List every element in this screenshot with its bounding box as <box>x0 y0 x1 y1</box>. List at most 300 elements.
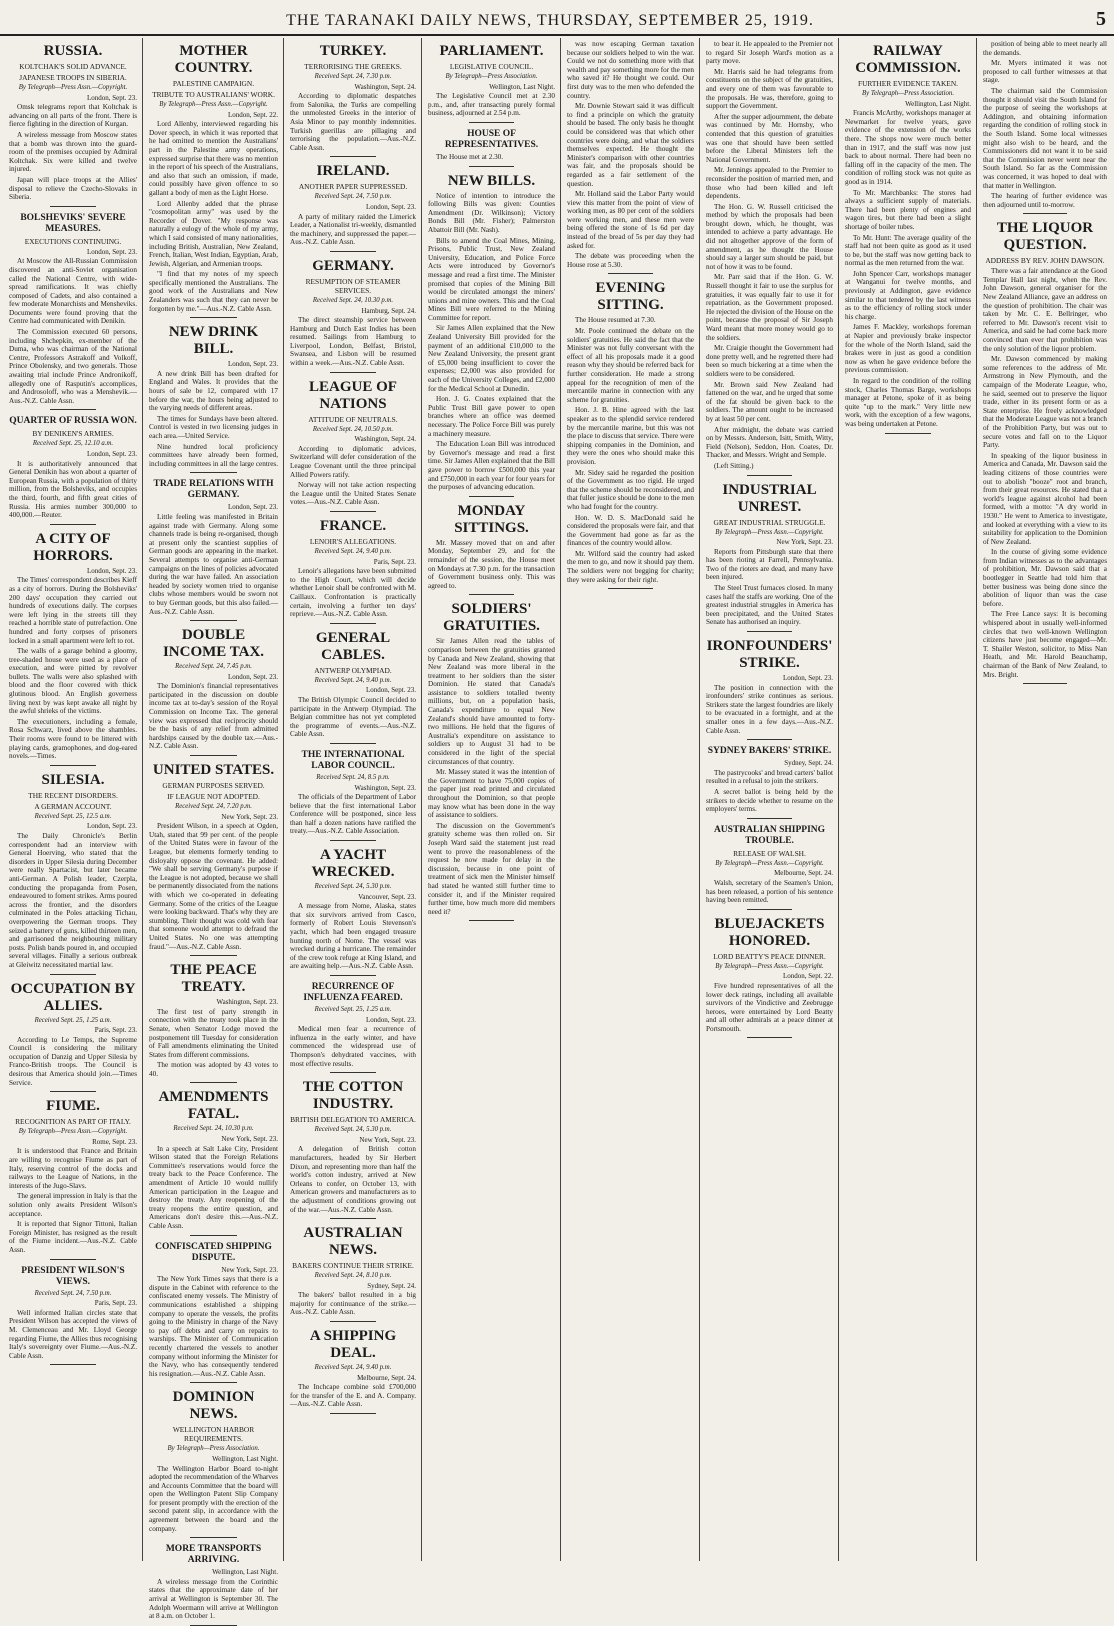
article-dateline: London, Sept. 23. <box>228 360 278 369</box>
article-paragraph: (Left Sitting.) <box>714 461 754 470</box>
article-paragraph: The executioners, including a female, Rosa Schwarz, lived above the shambles. Their rooms were found to be littered with playing cards, gramophones, and dog-eared novels.—Times. <box>9 717 137 761</box>
article-paragraph: "I find that my notes of my speech specifically mentioned the Australians. The good work of the Australians and New Zealanders was such that they can never be forgotten by me."—Aus.-N.Z. Cable Assn. <box>149 270 278 313</box>
article-separator <box>330 840 375 841</box>
article-byline: By Telegraph—Press Association. <box>167 1445 260 1453</box>
article-heading: CONFISCATED SHIPPING DISPUTE. <box>155 1241 272 1263</box>
article-heading: FIUME. <box>46 1098 100 1115</box>
article-subheading: THE RECENT DISORDERS. <box>28 790 118 800</box>
article <box>9 43 137 207</box>
article-paragraph: After midnight, the debate was carried on by Messrs. Anderson, Isitt, Smith, Witty, Field (Nelson), Seddon, Hon. Coates, Dr. Thacker, and Messrs. Wright and Semple. <box>706 425 833 460</box>
article <box>845 43 971 434</box>
article-paragraph: Reports from Pittsburgh state that there has been rioting at Farrell, Pennsylvania. Two of the rioters are dead, and many have been injured. <box>706 547 833 582</box>
article-subheading: JAPANESE TROOPS IN SIBERIA. <box>19 73 127 82</box>
article-paragraph: A wireless message from Moscow states that a bomb was thrown into the guard-room of the premises occupied by Admiral Koltchak. Six were killed and twelve injured. <box>9 130 137 174</box>
article-dateline: Washington, Sept. 23. <box>216 998 278 1007</box>
column-6 <box>701 40 838 1559</box>
article-heading: BOLSHEVIKS' SEVERE MEASURES. <box>20 212 126 234</box>
article-paragraph: The chairman said the Commission thought it should visit the South Island for the purpose of seeing the workshops at Addington, and obtaining information regarding the condition of rolling stock in the South Island. Some local witnesses might also wish to be heard, and the Commissioners did not want it to be said that the Commission never went near the South Island. So far as the Commission was concerned, it was hoped to deal with that matter in Wellington. <box>983 86 1107 190</box>
article-paragraph: The Free Lance says: It is becoming whispered about in usually well-informed circles that two well-known Wellington citizens have just become engaged—Mr. T. Shailer Weston, solicitor, to Miss Nan Heath, and Mr. Harold Beauchamp, chairman of the Bank of New Zealand, to Mrs. Bright. <box>983 610 1107 679</box>
article-byline: By Telegraph—Press Association. <box>445 73 538 80</box>
article-separator <box>1023 683 1068 684</box>
article-byline: Received Sept. 24, 9.40 p.m. <box>314 548 392 555</box>
article-dateline: London, Sept. 23. <box>228 672 278 681</box>
article-paragraph: to bear it. He appealed to the Premier not to regard Sir Joseph Ward's motion as a party move. <box>706 40 833 66</box>
article <box>567 40 694 274</box>
article-separator <box>747 909 793 910</box>
article <box>149 627 278 756</box>
article-paragraph: The Hon. G. W. Russell criticised the method by which the proposals had been brought down, which, he thought, was intended to achieve a party advantage. He did not altogether approve of the form of amendment, as he thought the House should say a larger sum should be paid, but not of how it was to be found. <box>706 202 833 271</box>
article-heading: MONDAY SITTINGS. <box>454 502 529 536</box>
article-paragraph: The Commission executed 60 persons, including Shchepkin, ex-member of the Duma, who was chairman of the National Centre, Professors Astrakoff and Volkoff, Prince Obolensky, and two generals. Those awaiting trial include Prince Andronikoff, allegedly one of Rasputin's accomplices, and Androsoloff, who was a Menshevik.—Aus.-N.Z. Cable Assn. <box>9 328 137 405</box>
article-heading: UNITED STATES. <box>152 762 275 779</box>
article-subheading: FURTHER EVIDENCE TAKEN. <box>857 79 959 88</box>
article-paragraph: At Moscow the All-Russian Commission discovered an anti-Soviet organisation called the National Centre, with wide-spread ramifications. It was chiefly composed of Cadets, and also contained a few moderate Monarchists and Mensheviks. Documents were found proving that the Centre had communicated with Denikin. <box>9 257 137 326</box>
article-paragraph: Mr. Dawson commenced by making some references to the address of Mr. Armstrong in New Plymouth, and the campaign of the Moderate League, who, he said, seemed out to preserve the liquor trade, either in its present form or as a State enterprise. He freely acknowledged that the Moderate League was not a branch of the Prohibition Party, but was out to secure votes and fall on to the Liquor Party. <box>983 355 1107 450</box>
article-subheading: KOLTCHAK'S SOLID ADVANCE. <box>19 62 127 71</box>
article-dateline: London, Sept. 23. <box>87 450 137 458</box>
article-subheading: BAKERS CONTINUE THEIR STRIKE. <box>292 1261 414 1271</box>
article-paragraph: John Spencer Carr, workshops manager at Wanganui for twelve months, and previously at Addington, gave evidence similar to that tendered by the last witness as to the efficiency of rolling stock under his charge. <box>845 269 971 321</box>
article <box>428 601 555 921</box>
article-separator <box>190 472 236 473</box>
article-paragraph: was now escaping German taxation because our soldiers helped to win the war. Could we not do something more with that wealth and pay something more for the men who saved it? He thought we could. Our first duty was to the men who defended the country. <box>567 40 694 100</box>
article-separator <box>330 975 375 976</box>
article-byline: Received Sept. 24, 7.20 p.m. <box>175 803 252 811</box>
article-heading: PARLIAMENT. <box>439 43 544 59</box>
article-subheading: WELLINGTON HARBOR REQUIREMENTS. <box>172 1425 255 1444</box>
article-subheading: BRITISH DELEGATION TO AMERICA. <box>290 1115 416 1125</box>
article-dateline: Sydney, Sept. 24. <box>784 759 833 768</box>
article <box>290 630 416 744</box>
column-4 <box>423 40 560 1559</box>
article-heading: A CITY OF HORRORS. <box>33 530 113 564</box>
article-paragraph: The discussion on the Government's gratuity scheme was then rolled on. Sir Joseph Ward said the statement just read went to prove the reasonableness of the request he now made for delay in the discussion, because in one point of treatment of sick men the Minister himself had stated he wanted still further time to consider it, and if the Minister required further time, how much more did members need it? <box>428 821 555 916</box>
column-1 <box>4 40 142 1559</box>
article-dateline: London, Sept. 23. <box>87 566 137 575</box>
article-heading: MOTHER COUNTRY. <box>174 43 253 76</box>
column-rule <box>560 38 561 1561</box>
article-paragraph: Notice of intention to introduce the following Bills was given: Counties Amendment (Dr. Wilkinson); Victory Bonds Bill (Mr. Fisher); Palmerston Abattoir Bill (Mr. Nash). <box>428 191 555 234</box>
article-byline: Received Sept. 24, 5.30 p.m. <box>314 883 392 891</box>
article-paragraph: It is authoritatively announced that General Denikin has won about a quarter of European Russia, with a population of thirty million, from the Bolsheviks, and occupies the third, fourth, and fifth great cities of Russia. His armies number 300,000 to 400,000.—Reuter. <box>9 459 137 520</box>
article-heading: BLUEJACKETS HONORED. <box>714 915 825 949</box>
article-paragraph: Mr. Harris said he had telegrams from constituents on the subject of the gratuities, and every one of them was favourable to the proposals. He was, therefore, going to support the Government. <box>706 67 833 111</box>
article-byline: Received Sept. 24, 10.50 p.m. <box>312 425 394 433</box>
column-7 <box>840 40 976 1559</box>
article-heading: TURKEY. <box>319 43 387 59</box>
article-heading: RUSSIA. <box>43 43 103 59</box>
article-paragraph: Hon. W. D. S. MacDonald said he considered the proposals were fair, and that the Government had gone as far as the finances of the country would allow. <box>567 513 694 548</box>
article-separator <box>330 372 375 373</box>
article-separator <box>50 206 96 207</box>
column-3 <box>285 40 421 1559</box>
article <box>706 638 833 740</box>
article <box>290 1328 416 1414</box>
article-heading: GENERAL CABLES. <box>315 629 391 663</box>
article-paragraph: Walsh, secretary of the Seamen's Union, has been released, a portion of his sentence having been remitted. <box>706 878 833 905</box>
article-paragraph: Lord Allenby, interviewed regarding his Dover speech, in which it was reported that he had omitted to mention the Australians' part in the Palestine army operations, expressed surprise that there was no mention in the report of his speech of the Australians, and also that such an omission, if made, could possibly have given offence to so gallant a body of men as the Light Horse. <box>149 120 278 197</box>
article-paragraph: A message from Nome, Alaska, states that six survivors arrived from Casco, formerly of Robert Louis Stevenson's yacht, which had been engaged treasure hunting north of Nome. The vessel was wrecked during a hurricane. The remainder of the crew took refuge at King Island, and are awaiting help.—Aus.-N.Z. Cable Assn. <box>290 902 416 971</box>
article-paragraph: The Inchcape combine sold £700,000 for the transfer of the E. and A. Company.—Aus.-N.Z. Cable Assn. <box>290 1383 416 1409</box>
article-subheading: ATTITUDE OF NEUTRALS. <box>308 414 398 424</box>
article-byline: Received Sept. 24, 10.30 p.m. <box>173 1125 254 1133</box>
article-byline: By Telegraph—Press Assn.—Copyright. <box>715 528 824 536</box>
article <box>428 173 555 497</box>
article <box>149 962 278 1083</box>
article-dateline: Paris, Sept. 23. <box>94 1026 137 1035</box>
article-subheading: TRIBUTE TO AUSTRALIANS' WORK. <box>152 90 275 99</box>
article-paragraph: Mr. Craigie thought the Government had done pretty well, and he regretted there had been so much bickering at a time when the soldiers were to be considered. <box>706 344 833 378</box>
article-heading: A SHIPPING DEAL. <box>309 1328 397 1362</box>
article-separator <box>190 620 236 621</box>
article <box>290 1225 416 1322</box>
article-paragraph: Hon. J. B. Hine agreed with the last speaker as to the splendid service rendered by the mercantile marine, but this was not the place to discuss that service. There were shipping companies in the Dominion, and they were the ones who should make this provision. <box>567 406 694 466</box>
article <box>149 1089 278 1235</box>
article-byline: Received Sept. 24, 7.30 p.m. <box>314 73 392 80</box>
article-separator <box>330 743 375 744</box>
article-heading: AUSTRALIAN SHIPPING TROUBLE. <box>713 824 826 846</box>
article-subheading: GERMAN PURPOSES SERVED. <box>162 781 265 791</box>
article-subheading: ANTWERP OLYMPIAD. <box>314 665 392 675</box>
article-separator <box>190 755 236 756</box>
article-dateline: Sydney, Sept. 24. <box>367 1281 416 1290</box>
article-paragraph: The Legislative Council met at 2.30 p.m., and, after transacting purely formal business, adjourned at 2.54 p.m. <box>428 92 555 118</box>
article-byline: Received Sept. 24, 7.50 p.m. <box>34 1289 112 1297</box>
article <box>9 416 137 524</box>
article-dateline: London, Sept. 23. <box>783 674 833 683</box>
article-paragraph: The Daily Chronicle's Berlin correspondent had an interview with General Hoerving, who stated that the disorders in Upper Silesia during December were really Spartacist, but later became anti-German. A Polish leader, Czerpla, conducting the propaganda from Posen, endeavoured to foment strikes. Arms poured across the frontier, and the disorders culminated in the Poles attacking Tichau, overpowering the German troops. They seized a battery of guns, killed thirteen men, and garrisoned the neighbouring military posts. Polish bands poured in, and occupied several villages. Finally a serious outbreak at Gleiwitz necessitated martial law. <box>9 832 137 969</box>
article-byline: Received Sept. 24, 8.5 p.m. <box>316 773 390 781</box>
article-paragraph: Medical men fear a recurrence of influenza in the early winter, and have commenced the widespread use of Thompson's dehydrated vaccines, with most effective results. <box>290 1025 416 1068</box>
article-paragraph: The general impression in Italy is that the solution only awaits President Wilson's acceptance. <box>9 1192 137 1218</box>
article-separator <box>50 409 96 410</box>
article <box>983 220 1107 684</box>
article <box>9 772 137 975</box>
article-separator <box>50 1091 96 1092</box>
article-separator <box>469 496 515 497</box>
article-dateline: Wellington, Last Night. <box>212 1454 278 1463</box>
article-byline: By Telegraph—Press Assn.—Copyright. <box>159 101 268 108</box>
article-byline: Received Sept. 25, 12.5 a.m. <box>34 812 112 820</box>
article-paragraph: Lenoir's allegations have been submitted to the High Court, which will decide whether Lenoir shall be confronted with M. Caillaux. Confrontation is practically certain, involving a further ten days' reprieve.—Aus.-N.Z. Cable Assn. <box>290 567 416 619</box>
article-separator <box>469 122 515 123</box>
article-byline: By Telegraph—Press Assn.—Copyright. <box>18 84 128 91</box>
article-dateline: New York, Sept. 23. <box>776 538 833 547</box>
article-paragraph: The New York Times says that there is a dispute in the Cabinet with reference to the confiscated enemy vessels. The Ministry of communications established a shipping company to operate the vessels, the profits going to the Ministry in charge of the Navy to pay off debts and carry on repairs to warships. The Minister of Communication recently chartered the vessels to another company without informing the Minister for the Navy, who has consequently tendered his resignation.—Aus.-N.Z. Cable Assn. <box>149 1275 278 1378</box>
article-separator <box>330 1321 375 1322</box>
article-dateline: Washington, Sept. 24. <box>354 435 416 444</box>
article-paragraph: Nine hundred local proficiency committees have already been formed, including committees in all the large centres. <box>149 442 279 468</box>
article-paragraph: Mr. Poole continued the debate on the soldiers' gratuities. He said the fact that the Minister was not fully conversant with the effect of all his proposals made it a good reason why they should be referred back for further consideration. He made a strong appeal for the recognition of men of the mercantile marine in connection with any scheme for gratuities. <box>567 327 694 404</box>
article-dateline: London, Sept. 23. <box>87 822 137 831</box>
article-heading: THE INTERNATIONAL LABOR COUNCIL. <box>301 749 405 771</box>
article-separator <box>190 1382 236 1383</box>
article-paragraph: The pastrycooks' and bread carters' ballot resulted in a refusal to join the strikers. <box>706 768 833 786</box>
article <box>290 847 416 976</box>
article-paragraph: Well informed Italian circles state that President Wilson has accepted the views of M. Clemenceau and Mr. Lloyd George regarding Fiume, the Allies thus recognising Italy's sovereignty over Fiume.—Aus.-N.Z. Cable Assn. <box>9 1308 137 1360</box>
article-separator <box>190 1235 236 1236</box>
article-paragraph: According to diplomatic advices, Switzerland will defer consideration of the League Covenant until the three principal Allied Powers ratify. <box>290 444 416 479</box>
article-paragraph: Little feeling was manifested in Britain against trade with Germany. Along some channels trade is being re-organised, though at present only the scantiest supplies of German goods are appearing in the market. Several attempts to organise anti-German campaigns on the lines of policies advocated during the war have failed. An association headed by society women tried to organise clubs whose members would be sworn not to buy German goods, but this also failed.—Aus.-N.Z. Cable Assn. <box>149 512 278 616</box>
article <box>290 258 416 373</box>
article-heading: SOLDIERS' GRATUITIES. <box>443 601 540 635</box>
article <box>983 40 1107 214</box>
article-separator <box>747 818 793 819</box>
article-byline: Received Sept. 24, 8.10 p.m. <box>314 1272 392 1280</box>
article-byline: By Telegraph—Press Assn.—Copyright. <box>715 859 824 867</box>
article-paragraph: According to Le Temps, the Supreme Council is considering the military occupation of Danzig and Upper Silesia by Franco-British troops. The Council is desirous that America should join.—Times Service. <box>9 1035 137 1087</box>
article-dateline: New York, Sept. 23. <box>221 812 278 821</box>
article-separator <box>608 273 654 274</box>
column-2 <box>144 40 283 1621</box>
column-8 <box>978 40 1112 1559</box>
article-heading: AMENDMENTS FATAL. <box>158 1089 269 1123</box>
column-rule <box>976 38 977 1561</box>
article-dateline: London, Sept. 22. <box>783 972 833 981</box>
article-paragraph: Mr. Massey stated it was the intention of the Government to have 75,000 copies of the paper just read printed and circulated throughout the Dominion, so that people may know what has been done in the way of assistance to soldiers. <box>428 768 555 820</box>
article-heading: MORE TRANSPORTS ARRIVING. <box>165 1544 262 1566</box>
article-paragraph: There was a fair attendance at the Good Templar Hall last night, when the Rev. John Dawson, general organiser for the New Zealand Alliance, gave an address on the question of prohibition. The chair was taken by Mr. C. E. Bellringer, who referred to Mr. Dawson's recent visit to America, and said he had come back more convinced than ever that prohibition was the only solution of the liquor problem. <box>983 267 1107 353</box>
article-separator <box>330 511 375 512</box>
article-paragraph: The British Olympic Council decided to participate in the Antwerp Olympiad. The Belgian committee has not yet completed the programme of events.—Aus.-N.Z. Cable Assn. <box>290 695 416 739</box>
article-paragraph: Francis McArthy, workshops manager at Newmarket for twelve years, gave evidence of the extension of the works there. The shops now were much better than in 1917, and the staff was now just back to about normal. There had been no falling off in the capacity of the men. The condition of rolling stock was not quite as good as in 1914. <box>845 109 971 186</box>
article-paragraph: Omsk telegrams report that Koltchak is advancing on all parts of the front. There is fierce fighting in the direction of Kurgan. <box>9 103 137 129</box>
article-separator <box>50 974 96 975</box>
article-dateline: Melbourne, Sept. 24. <box>357 1373 416 1382</box>
article-heading: A YACHT WRECKED. <box>311 847 395 881</box>
article-byline: Received Sept. 25, 1.25 a.m. <box>34 1016 112 1024</box>
article-separator <box>469 920 515 921</box>
article <box>290 982 416 1073</box>
article-paragraph: Mr. Myers intimated it was not proposed to call further witnesses at that stage. <box>983 59 1107 85</box>
article-paragraph: Mr. Downie Stewart said it was difficult to find a principle on which the gratuity should be based. The only basis he thought could be considered was that which other countries were doing, and what the soldiers themselves expected. He thought the Minister's comparison with other countries was fair, and the proposals should be regarded as a fair settlement of the question. <box>567 102 694 188</box>
article-paragraph: The first test of party strength in connection with the treaty took place in the Senate, when Senator Lodge moved the postponement till Tuesday for consideration of Fall amendments eliminating the United States from different commissions. <box>149 1007 278 1059</box>
article-dateline: New York, Sept. 23. <box>221 1135 278 1144</box>
article-separator <box>330 1218 375 1219</box>
article-subheading: EXECUTIONS CONTINUING. <box>24 236 122 246</box>
article-separator <box>469 166 515 167</box>
article-separator <box>1023 213 1068 214</box>
article <box>149 43 278 318</box>
article-paragraph: Lord Allenby added that the phrase "cosmopolitan army" was used by the Recorder of Dover. "My response was naturally a eulogy of the whole of my army, which I said consisted of many nationalities, including British, Australian, New Zealand, French, Italian, West Indian, Egyptian, Arab, Jewish, Algerian, and Armenian troops. <box>149 199 278 268</box>
article-heading: GERMANY. <box>312 257 394 274</box>
column-rule <box>699 38 700 1561</box>
article-dateline: Wellington, Last Night. <box>905 99 971 108</box>
article <box>290 379 416 512</box>
column-5 <box>562 40 699 1559</box>
article-separator <box>50 1259 96 1260</box>
article-paragraph: Japan will place troops at the Allies' disposal to relieve the Czecho-Slovaks in Siberia. <box>9 175 137 202</box>
article-heading: QUARTER OF RUSSIA WON. <box>9 416 137 427</box>
article-heading: RECURRENCE OF INFLUENZA FEARED. <box>303 982 403 1003</box>
article-paragraph: James F. Mackley, workshops foreman at Napier and previously brake inspector for the whole of the North Island, said the brakes were in just as good a condition now as when he gave evidence before the previous commission. <box>845 323 971 375</box>
article-paragraph: The position in connection with the ironfounders' strike continues as serious. Strikers state the largest foundries are likely to be evacuated in a fortnight, and at the smaller ones in a few days.—Aus.-N.Z. Cable Assn. <box>706 683 833 735</box>
article-paragraph: Mr. Sidey said he regarded the position of the Government as too rigid. He urged that the scheme should be reconsidered, and that fuller justice should be done to the men who had fought for the country. <box>567 468 694 511</box>
article-paragraph: The officials of the Department of Labor believe that the first international Labor Conference will be postponed, since less than half a dozen nations have ratified the treaty.—Aus.-N.Z. Cable Association. <box>290 793 416 836</box>
article-separator <box>747 1037 793 1038</box>
article-paragraph: Five hundred representatives of all the lower deck ratings, including all available survivors of the Vindictive and Zeebrugge heroes, were entertained by Lord Beatty and all other admirals at a peace dinner at Portsmouth. <box>706 981 833 1033</box>
article-paragraph: Mr. Brown said New Zealand had fattened on the war, and he urged that some of the fat should be given back to the soldiers. The amount ought to be increased by at least 50 per cent. <box>706 380 833 423</box>
article-subheading: PALESTINE CAMPAIGN. <box>172 79 255 88</box>
article-heading: AUSTRALIAN NEWS. <box>303 1225 403 1259</box>
article-heading: PRESIDENT WILSON'S VIEWS. <box>21 1265 125 1287</box>
article-dateline: Rome, Sept. 23. <box>92 1137 137 1146</box>
column-rule <box>142 38 143 1561</box>
article-paragraph: The debate was proceeding when the House rose at 5.30. <box>567 252 694 269</box>
article-byline: Received Sept. 24, 7.45 p.m. <box>175 663 252 671</box>
column-rule <box>421 38 422 1561</box>
article-separator <box>190 1082 236 1083</box>
article-paragraph: A party of military raided the Limerick Leader, a Nationalist tri-weekly, dismantled the machinery, and suppressed the paper.—Aus.-N.Z. Cable Assn. <box>290 212 416 247</box>
article-dateline: Wellington, Last Night. <box>212 1568 278 1577</box>
article <box>290 43 416 157</box>
article-heading: THE COTTON INDUSTRY. <box>302 1079 404 1113</box>
article-subheading: LEGISLATIVE COUNCIL. <box>449 62 534 71</box>
article-paragraph: Mr. Massey moved that on and after Monday, September 29, and for the remainder of the session, the House meet on Mondays at 7.30 p.m. for the transaction of Government business only. This was agreed to. <box>428 538 555 590</box>
article-paragraph: The motion was adopted by 43 votes to 40. <box>149 1061 278 1078</box>
article <box>9 1098 137 1259</box>
article-separator <box>747 475 793 476</box>
article-paragraph: After the supper adjournment, the debate was continued by Mr. Hornsby, who contended that this question of gratuities was one that should have been settled before the Liberal Ministers left the National Government. <box>706 112 833 164</box>
article <box>149 479 278 621</box>
article-subheading: RELEASE OF WALSH. <box>733 848 806 858</box>
article-separator <box>50 765 96 766</box>
article-paragraph: Bills to amend the Coal Mines, Mining, Prisons, Public Trust, New Zealand University, Education, and Police Force Acts were introduced by Governor's message and read a first time. The Minister promised that copies of the Mining Bill would be circulated amongst the miners' unions and mine owners. This and the Coal Mines Bill were referred to the Mining Committee for report. <box>428 236 555 322</box>
article <box>9 981 137 1093</box>
article-separator <box>885 433 930 434</box>
article-heading: INDUSTRIAL UNREST. <box>722 481 817 515</box>
article-dateline: Washington, Sept. 23. <box>354 783 416 792</box>
article-paragraph: Sir James Allen read the tables of comparison between the gratuities granted by Canada and New Zealand, showing that New Zealand was more liberal in the treatment to her soldiers than the sister Dominion. He stated that Canada's assistance to soldiers totalled twenty millions, but, on a population basis, Canada's expenditure to equal New Zealand's should have amounted to forty-two millions. He held that the figures of Australia's expenditure on assistance to soldiers up to August 31 had to be considered in the light of the special circumstances of that country. <box>428 637 555 766</box>
article-separator <box>190 1537 236 1538</box>
article-heading: EVENING SITTING. <box>595 280 666 314</box>
article-paragraph: Mr. Jennings appealed to the Premier to reconsider the position of married men, and those who had been killed and left dependents. <box>706 166 833 201</box>
article-paragraph: Mr. Wilford said the country had asked the men to go, and now it should pay them. The soldiers were not begging for charity; they were asking for their right. <box>567 549 694 584</box>
article-heading: OCCUPATION BY ALLIES. <box>10 980 136 1014</box>
article <box>567 280 694 589</box>
article-paragraph: The walls of a garage behind a gloomy, tree-shaded house were used as a place of execution, and were pitted by revolver bullets. The walls were also splashed with blood and the floor covered with thick glutinous blood. An English governess living next by was kept awake all night by the awful shrieks of the victims. <box>9 647 137 716</box>
article-heading: THE LIQUOR QUESTION. <box>996 220 1094 254</box>
article-byline: Received Sept. 24, 10.30 p.m. <box>312 296 394 304</box>
page-number: 5 <box>1096 8 1106 30</box>
article <box>428 129 555 167</box>
article-dateline: London, Sept. 23. <box>366 1015 416 1024</box>
article <box>290 750 416 841</box>
article-heading: SILESIA. <box>41 771 105 788</box>
article-byline: By Telegraph—Press Assn.—Copyright. <box>18 1128 128 1136</box>
article-heading: IRELAND. <box>316 163 390 180</box>
article-dateline: Wellington, Last Night. <box>489 82 555 91</box>
article-paragraph: In the course of giving some evidence from Indian witnesses as to the advantages of prohibition, Mr. Dawson said that a bootlegger in Seattle had told him that better business was being done since the abolition of liquor than was the case before. <box>983 548 1107 608</box>
article-heading: LEAGUE OF NATIONS <box>309 378 397 412</box>
article <box>706 746 833 819</box>
article-paragraph: In speaking of the liquor business in America and Canada, Mr. Dawson said the leading citizens of those countries were out to abolish "booze" root and branch, from their great resources. He stated that a world's league against alcohol had been formed, with a motto: "A dry world in 1930." He went to America to investigate, and looked at everything with a view to its suitability for application to the Dominion of New Zealand. <box>983 451 1107 546</box>
article-subheading: BY DENIKEN'S ARMIES. <box>32 429 114 439</box>
article-subheading: RECOGNITION AS PART OF ITALY. <box>15 1117 131 1127</box>
article-paragraph: According to diplomatic despatches from Salonika, the Turks are compelling the unmolested Greeks in the interior of Asia Minor to pay monthly indemnities. Turkish guerillas are pillaging and terrorising the population.—Aus.-N.Z. Cable Assn. <box>290 92 416 152</box>
article-heading: RAILWAY COMMISSION. <box>855 43 961 76</box>
article-dateline: London, Sept. 23. <box>366 686 416 695</box>
article-paragraph: A new drink Bill has been drafted for England and Wales. It provides that the hours of sale be 12, compared with 17 before the war, the hours being adjusted to the varying needs of different areas. <box>149 369 278 413</box>
article-paragraph: Mr. Holland said the Labor Party would view this matter from the point of view of working men, as 80 per cent of the soldiers were working men, and these men were being offered the stone of 1s 6d per day instead of the bread of 5s per day they had asked for. <box>567 190 694 250</box>
article-paragraph: A delegation of British cotton manufacturers, headed by Sir Herbert Dixon, and representing more than half the world's cotton industry, arrived at New Orleans to confer, on October 13, with American growers and manufacturers as to the adjustment of conditions growing out of the war.—Aus.-N.Z. Cable Assn. <box>290 1145 416 1214</box>
article-heading: HOUSE OF REPRESENTATIVES. <box>444 128 539 150</box>
article-paragraph: The bakers' ballot resulted in a big majority for continuance of the strike.—Aus.-N.Z. Cable Assn. <box>290 1291 416 1317</box>
article <box>706 40 833 476</box>
article-paragraph: In regard to the condition of the rolling stock, Charles Thomas Barge, workshops manager at Petone, spoke of it as being quite "up to the mark." Very little new work, with the exception of a few wagons, was being undertaken at Petone. <box>845 377 971 428</box>
article-separator <box>190 317 236 318</box>
article-byline: Received Sept. 24, 5.30 p.m. <box>314 1126 392 1134</box>
article-dateline: London, Sept. 23. <box>87 247 137 256</box>
article-paragraph: To Mr. Marchbanks: The stores had always a sufficient supply of materials. There had been plenty of engines and wagon tires, but there had been a slight shortage of boiler tubes. <box>845 188 971 231</box>
article-dateline: New York, Sept. 23. <box>359 1135 416 1144</box>
article-separator <box>330 1072 375 1073</box>
article-heading: THE PEACE TREATY. <box>170 962 257 996</box>
article-paragraph: The Dominion's financial representatives participated in the discussion on double income tax at to-day's session of the Royal Commission on Income Tax. The general view was expressed that reciprocity should be the basis of any relief from admitted hardships caused by the double tax.—Aus.-N.Z. Cable Assn. <box>149 682 278 751</box>
article-heading: NEW DRINK BILL. <box>168 324 259 358</box>
article-separator <box>330 1413 375 1414</box>
article-subheading: RESUMPTION OF STEAMER SERVICES. <box>305 276 401 295</box>
article-paragraph: A wireless message from the Corinthic states that the approximate date of her arrival at Wellington is September 30. The Adolph Woermann will arrive at Wellington at 8 a.m. on October 1. <box>149 1577 278 1621</box>
article-dateline: Melbourne, Sept. 24. <box>774 869 833 878</box>
article-separator <box>50 524 96 525</box>
article-paragraph: The times for Sundays have been altered. Control is vested in two licensing judges in each area.—United Service. <box>149 414 278 440</box>
article-dateline: London, Sept. 23. <box>87 93 137 102</box>
article <box>290 163 416 252</box>
article-separator <box>747 631 793 632</box>
article <box>290 518 416 624</box>
article-paragraph: The Education Loan Bill was introduced by Governor's message and read a first time. Sir James Allen explained that the Bill gave power to borrow £500,000 this year and £750,000 in each year for four years for the purposes of advancing education. <box>428 440 555 492</box>
article <box>149 1544 278 1626</box>
article-heading: TRADE RELATIONS WITH GERMANY. <box>153 479 274 501</box>
article-separator <box>50 1364 96 1365</box>
article-byline: Received Sept. 25, 12.10 a.m. <box>32 440 114 448</box>
masthead-title: THE TARANAKI DAILY NEWS, THURSDAY, SEPTEMBER 25, 1919. <box>286 12 814 29</box>
article <box>706 916 833 1039</box>
article-heading: NEW BILLS. <box>447 172 536 189</box>
article-paragraph: President Wilson, in a speech at Ogden, Utah, stated that 99 per cent. of the people of the United States were in favour of the League, but elements formerly tending to disloyalty oppose the covenant. He added: "We shall be serving Germany's purpose if the League is not adopted, because we shall be permanently dissociated from the nations with which we co-operated in defeating Germany. Some of the critics of the League were looking backward. That's why they are stumbling. Their thought was cold with fear that someone would attempt to defraud the United States. No one was attempting fraud."—Aus.-N.Z. Cable Assn. <box>149 822 278 951</box>
article <box>706 825 833 910</box>
article-paragraph: The hearing of further evidence was then adjourned until to-morrow. <box>983 192 1107 209</box>
article-separator <box>330 251 375 252</box>
masthead <box>0 0 1114 36</box>
article-dateline: London, Sept. 23. <box>228 503 278 512</box>
article-dateline: Paris, Sept. 23. <box>94 1299 137 1308</box>
article-paragraph: Hon. J. G. Coates explained that the Public Trust Bill gave power to open branches where an office was deemed necessary. The Police Force Bill was purely a machinery measure. <box>428 395 555 438</box>
article-heading: SYDNEY BAKERS' STRIKE. <box>707 746 832 757</box>
article-subheading: ANOTHER PAPER SUPPRESSED. <box>298 182 408 192</box>
article-dateline: Washington, Sept. 24. <box>354 82 416 91</box>
article-dateline: Hamburg, Sept. 24. <box>361 306 416 315</box>
article-byline: Received Sept. 24, 9.40 p.m. <box>314 1364 392 1372</box>
article-paragraph: It is reported that Signor Tittoni, Italian Foreign Minister, has resigned as the result of the Fiume incident.—Aus.-N.Z. Cable Assn. <box>9 1220 137 1254</box>
article-byline: Received Sept. 24, 7.50 p.m. <box>314 193 392 201</box>
article-separator <box>330 623 375 624</box>
article <box>290 1079 416 1219</box>
article-separator <box>190 955 236 956</box>
article-paragraph: position of being able to meet nearly all the demands. <box>983 40 1107 57</box>
article <box>428 503 555 596</box>
column-rule <box>283 38 284 1561</box>
article <box>149 762 278 956</box>
article-paragraph: The Times' correspondent describes Kieff as a city of horrors. During the Bolsheviks' 200 days' occupation they carried out hundreds of executions daily. The corpses were left lying in the streets till they reached a horrible state of putrefaction. One hundred and forty corpses of prisoners locked in a small apartment were left to rot. <box>9 576 137 645</box>
article-separator <box>330 156 375 157</box>
article <box>706 482 833 633</box>
article-subheading: LORD BEATTY'S PEACE DINNER. <box>713 951 826 961</box>
article-paragraph: Mr. Parr said that if the Hon. G. W. Russell thought it fair to use the surplus for gratuities, it was equally fair to use it for repatriation, as the Government proposed. He rejected the division of the House on the point, because the proposal of Sir Joseph Ward meant that more money would go to the soldiers. <box>706 273 833 342</box>
article-dateline: Vancouver, Sept. 23. <box>358 892 416 901</box>
article-paragraph: The House resumed at 7.30. <box>575 316 656 325</box>
